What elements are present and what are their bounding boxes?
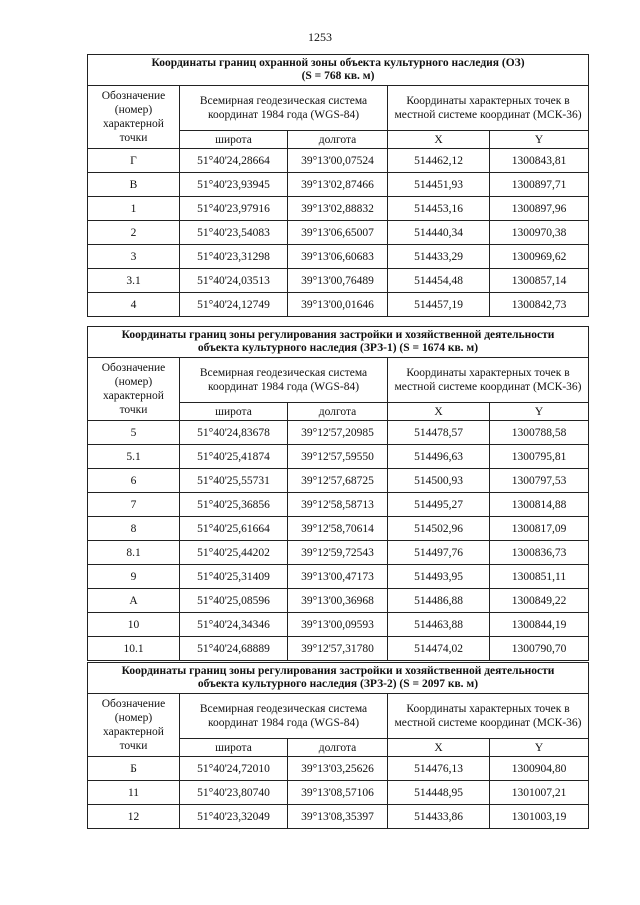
cell-y: 1300970,38: [490, 221, 589, 245]
coords-table-oz: [87, 54, 589, 317]
table-body: [88, 421, 589, 661]
cell-longitude: 39°12'59,72543: [288, 541, 388, 565]
table-row: [88, 469, 589, 493]
cell-latitude: 51°40'24,68889: [180, 637, 288, 661]
cell-y: 1300844,19: [490, 613, 589, 637]
cell-point: 4: [88, 293, 180, 317]
header-y: Y: [490, 739, 589, 757]
cell-latitude: 51°40'25,61664: [180, 517, 288, 541]
cell-x: 514478,57: [388, 421, 490, 445]
cell-point: 2: [88, 221, 180, 245]
table-title-line2: (S = 768 кв. м): [301, 70, 375, 82]
table-row: [88, 245, 589, 269]
cell-y: 1300795,81: [490, 445, 589, 469]
cell-point: 5: [88, 421, 180, 445]
header-designation: Обозначение (номер) характерной точки: [88, 694, 180, 757]
cell-x: 514476,13: [388, 757, 490, 781]
cell-longitude: 39°13'00,76489: [288, 269, 388, 293]
cell-latitude: 51°40'23,80740: [180, 781, 288, 805]
cell-latitude: 51°40'23,32049: [180, 805, 288, 829]
coords-table-zrz-2: [87, 662, 589, 829]
table-row: [88, 493, 589, 517]
table-row: [88, 781, 589, 805]
table-title-line2: объекта культурного наследия (ЗРЗ-1) (S = 1674 кв. м): [197, 342, 479, 354]
header-msk36: Координаты характерных точек в местной системе координат (МСК-36): [388, 694, 589, 739]
table-row: [88, 805, 589, 829]
cell-point: В: [88, 173, 180, 197]
cell-y: 1300836,73: [490, 541, 589, 565]
cell-latitude: 51°40'24,34346: [180, 613, 288, 637]
cell-point: 6: [88, 469, 180, 493]
table-title: [88, 327, 589, 358]
cell-longitude: 39°13'02,87466: [288, 173, 388, 197]
cell-longitude: 39°13'03,25626: [288, 757, 388, 781]
table-title: [88, 55, 589, 86]
cell-x: 514502,96: [388, 517, 490, 541]
cell-longitude: 39°13'08,35397: [288, 805, 388, 829]
table-body: [88, 149, 589, 317]
cell-longitude: 39°13'00,36968: [288, 589, 388, 613]
table-row: [88, 637, 589, 661]
header-latitude: широта: [180, 131, 288, 149]
header-wgs84: Всемирная геодезическая система координат 1984 года (WGS-84): [180, 694, 388, 739]
cell-point: 12: [88, 805, 180, 829]
cell-longitude: 39°12'57,20985: [288, 421, 388, 445]
cell-x: 514448,95: [388, 781, 490, 805]
header-msk36: Координаты характерных точек в местной системе координат (МСК-36): [388, 86, 589, 131]
cell-longitude: 39°12'58,70614: [288, 517, 388, 541]
cell-y: 1300817,09: [490, 517, 589, 541]
cell-y: 1300843,81: [490, 149, 589, 173]
header-latitude: широта: [180, 739, 288, 757]
cell-latitude: 51°40'24,03513: [180, 269, 288, 293]
header-row: [88, 694, 589, 739]
cell-latitude: 51°40'23,93945: [180, 173, 288, 197]
header-x: X: [388, 131, 490, 149]
cell-longitude: 39°12'57,31780: [288, 637, 388, 661]
cell-latitude: 51°40'24,12749: [180, 293, 288, 317]
cell-latitude: 51°40'23,54083: [180, 221, 288, 245]
table-row: [88, 613, 589, 637]
cell-latitude: 51°40'24,28664: [180, 149, 288, 173]
cell-y: 1300842,73: [490, 293, 589, 317]
table-row: [88, 517, 589, 541]
cell-latitude: 51°40'25,41874: [180, 445, 288, 469]
cell-x: 514440,34: [388, 221, 490, 245]
table-body: [88, 757, 589, 829]
cell-y: 1300897,96: [490, 197, 589, 221]
cell-y: 1300788,58: [490, 421, 589, 445]
header-y: Y: [490, 131, 589, 149]
cell-point: 10: [88, 613, 180, 637]
cell-y: 1301007,21: [490, 781, 589, 805]
table-title: [88, 663, 589, 694]
cell-x: 514462,12: [388, 149, 490, 173]
header-row: [88, 358, 589, 403]
cell-y: 1300904,80: [490, 757, 589, 781]
cell-point: 3: [88, 245, 180, 269]
coords-table-zrz-1: [87, 326, 589, 661]
table-title-line1: Координаты границ зоны регулирования застройки и хозяйственной деятельности: [121, 665, 555, 677]
header-designation: Обозначение (номер) характерной точки: [88, 358, 180, 421]
cell-point: Б: [88, 757, 180, 781]
cell-longitude: 39°13'06,60683: [288, 245, 388, 269]
cell-x: 514497,76: [388, 541, 490, 565]
cell-longitude: 39°13'00,47173: [288, 565, 388, 589]
table-row: [88, 565, 589, 589]
header-latitude: широта: [180, 403, 288, 421]
table-row: [88, 269, 589, 293]
cell-y: 1301003,19: [490, 805, 589, 829]
cell-point: 8: [88, 517, 180, 541]
cell-latitude: 51°40'25,36856: [180, 493, 288, 517]
cell-point: 1: [88, 197, 180, 221]
cell-x: 514433,86: [388, 805, 490, 829]
cell-point: 10.1: [88, 637, 180, 661]
header-msk36: Координаты характерных точек в местной системе координат (МСК-36): [388, 358, 589, 403]
cell-longitude: 39°12'58,58713: [288, 493, 388, 517]
cell-point: Г: [88, 149, 180, 173]
header-y: Y: [490, 403, 589, 421]
table-title-line1: Координаты границ зоны регулирования застройки и хозяйственной деятельности: [121, 329, 555, 341]
cell-longitude: 39°13'00,09593: [288, 613, 388, 637]
header-x: X: [388, 739, 490, 757]
cell-x: 514486,88: [388, 589, 490, 613]
cell-longitude: 39°12'57,59550: [288, 445, 388, 469]
table-row: [88, 173, 589, 197]
header-longitude: долгота: [288, 131, 388, 149]
cell-point: 11: [88, 781, 180, 805]
header-longitude: долгота: [288, 739, 388, 757]
table-title-line1: Координаты границ охранной зоны объекта культурного наследия (ОЗ): [151, 57, 525, 69]
header-designation: Обозначение (номер) характерной точки: [88, 86, 180, 149]
cell-point: А: [88, 589, 180, 613]
cell-x: 514454,48: [388, 269, 490, 293]
cell-x: 514496,63: [388, 445, 490, 469]
cell-longitude: 39°13'00,07524: [288, 149, 388, 173]
cell-y: 1300851,11: [490, 565, 589, 589]
table-row: [88, 293, 589, 317]
cell-y: 1300814,88: [490, 493, 589, 517]
table-title-line2: объекта культурного наследия (ЗРЗ-2) (S = 2097 кв. м): [197, 678, 479, 690]
cell-latitude: 51°40'24,72010: [180, 757, 288, 781]
table-row: [88, 421, 589, 445]
cell-x: 514433,29: [388, 245, 490, 269]
table-title-row: [88, 663, 589, 694]
table-row: [88, 149, 589, 173]
cell-latitude: 51°40'25,55731: [180, 469, 288, 493]
table-row: [88, 197, 589, 221]
table-row: [88, 541, 589, 565]
cell-latitude: 51°40'23,97916: [180, 197, 288, 221]
cell-x: 514500,93: [388, 469, 490, 493]
cell-latitude: 51°40'24,83678: [180, 421, 288, 445]
page-number: 1253: [308, 30, 332, 44]
cell-x: 514493,95: [388, 565, 490, 589]
cell-point: 5.1: [88, 445, 180, 469]
header-row: [88, 86, 589, 131]
cell-longitude: 39°13'02,88832: [288, 197, 388, 221]
cell-x: 514463,88: [388, 613, 490, 637]
cell-x: 514457,19: [388, 293, 490, 317]
cell-x: 514474,02: [388, 637, 490, 661]
cell-longitude: 39°12'57,68725: [288, 469, 388, 493]
cell-y: 1300969,62: [490, 245, 589, 269]
table-row: [88, 757, 589, 781]
header-x: X: [388, 403, 490, 421]
cell-longitude: 39°13'06,65007: [288, 221, 388, 245]
cell-y: 1300857,14: [490, 269, 589, 293]
cell-y: 1300797,53: [490, 469, 589, 493]
cell-y: 1300790,70: [490, 637, 589, 661]
header-wgs84: Всемирная геодезическая система координат 1984 года (WGS-84): [180, 358, 388, 403]
cell-x: 514495,27: [388, 493, 490, 517]
table-row: [88, 589, 589, 613]
table-row: [88, 445, 589, 469]
cell-point: 8.1: [88, 541, 180, 565]
cell-point: 3.1: [88, 269, 180, 293]
cell-y: 1300897,71: [490, 173, 589, 197]
table-title-row: [88, 327, 589, 358]
cell-longitude: 39°13'00,01646: [288, 293, 388, 317]
header-longitude: долгота: [288, 403, 388, 421]
cell-latitude: 51°40'23,31298: [180, 245, 288, 269]
cell-x: 514453,16: [388, 197, 490, 221]
cell-latitude: 51°40'25,31409: [180, 565, 288, 589]
cell-latitude: 51°40'25,08596: [180, 589, 288, 613]
table-title-row: [88, 55, 589, 86]
cell-x: 514451,93: [388, 173, 490, 197]
cell-latitude: 51°40'25,44202: [180, 541, 288, 565]
cell-point: 9: [88, 565, 180, 589]
header-wgs84: Всемирная геодезическая система координат 1984 года (WGS-84): [180, 86, 388, 131]
table-row: [88, 221, 589, 245]
cell-y: 1300849,22: [490, 589, 589, 613]
cell-longitude: 39°13'08,57106: [288, 781, 388, 805]
cell-point: 7: [88, 493, 180, 517]
